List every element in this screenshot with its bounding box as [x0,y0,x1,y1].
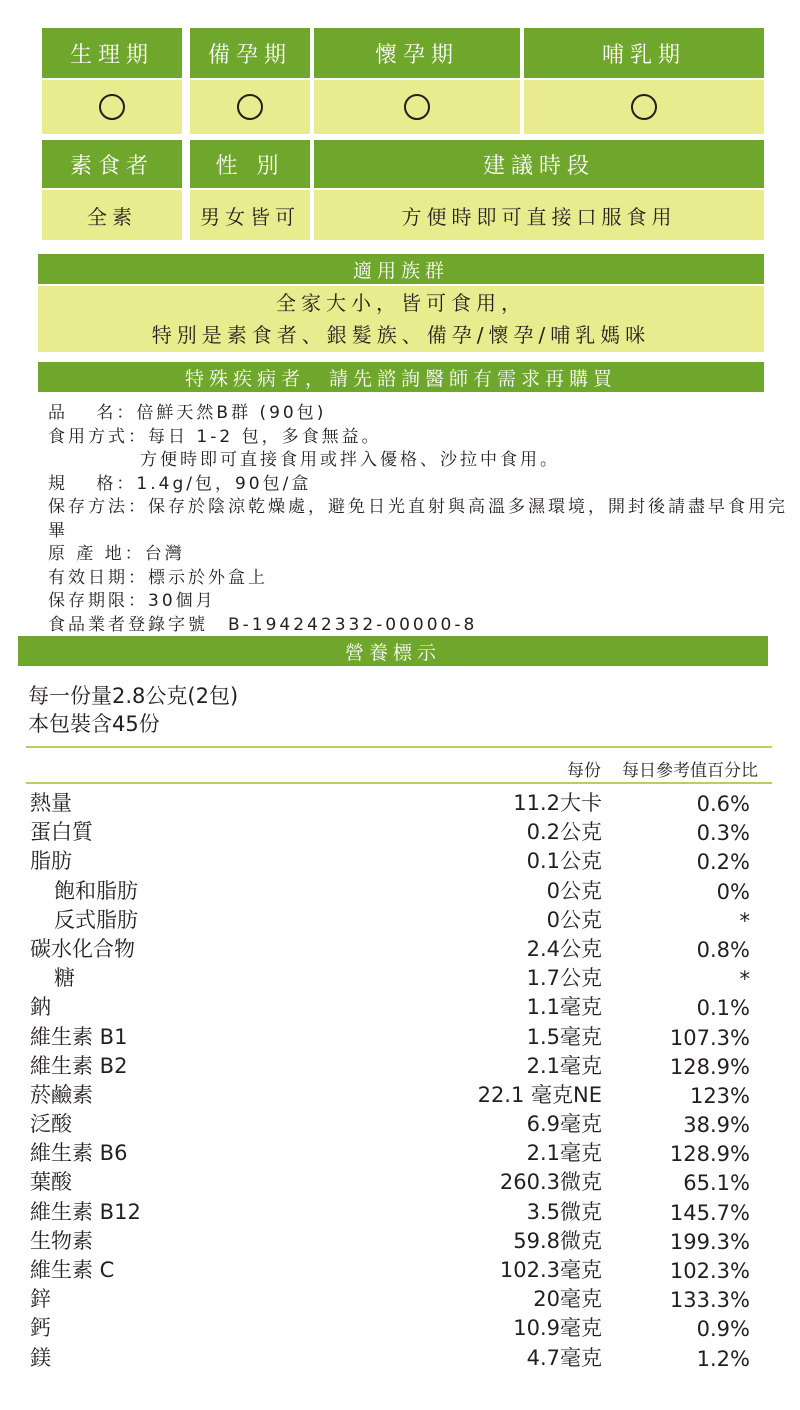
group-line-2: 特別是素食者、銀髮族、備孕/懷孕/哺乳媽咪 [151,323,651,347]
table-row [30,1283,760,1312]
header-menstrual: 生理期 [42,28,182,78]
nutrient-name: 鎂 [30,1345,51,1370]
table-row [30,1021,760,1050]
table-row [30,991,760,1020]
table-row [30,845,760,874]
header-gender: 性 別 [190,140,310,188]
nutrient-name: 鈉 [30,995,51,1020]
circle-mark-icon [404,94,430,120]
nutrient-name: 菸鹼素 [30,1082,93,1107]
nutrient-amount: 22.1 毫克NE [477,1082,602,1107]
circle-mark-icon [237,94,263,120]
nutrient-name: 碳水化合物 [30,936,135,961]
table-row [30,1225,760,1254]
mark-breastfeeding [524,80,764,134]
nutrient-name: 葉酸 [30,1170,72,1195]
value-suggested-time: 方便時即可直接口服食用 [314,190,764,240]
header-vegetarian: 素食者 [42,140,182,188]
serving-size: 每一份量2.8公克(2包) [28,684,239,708]
table-row [30,816,760,845]
nutrient-name: 糖 [54,966,75,991]
table-row [30,875,760,904]
nutrient-amount: 1.5毫克 [526,1024,602,1049]
usage-line-2: 方便時即可直接食用或拌入優格、沙拉中食用。 [140,450,560,470]
nutrient-amount: 59.8微克 [513,1228,602,1253]
product-name: 品 名：倍鮮天然B群 (90包) [48,403,327,423]
specification: 規 格：1.4g/包，90包/盒 [48,473,312,494]
usage-line-1: 食用方式：每日 1-2 包，多食無益。 [48,426,382,447]
nutrient-name: 蛋白質 [30,820,93,845]
nutrient-name: 維生素 B2 [30,1053,128,1078]
table-row [30,1342,760,1371]
mark-pregnancy [314,80,520,134]
nutrient-percent: 0.2% [696,850,750,875]
nutrient-amount: 260.3微克 [499,1170,602,1195]
table-row [30,962,760,991]
shelf-life: 保存期限：30個月 [48,591,216,611]
table-row [30,933,760,962]
nutrient-name: 維生素 B6 [30,1141,128,1166]
servings-per-package: 本包裝含45份 [28,712,160,736]
divider-header [26,782,772,784]
group-description [38,286,764,352]
column-amount-header: 每份 [567,761,601,781]
nutrient-percent: 0.8% [696,937,750,962]
nutrient-amount: 0.1公克 [526,849,602,874]
nutrient-percent: 0.6% [696,792,750,816]
nutrient-name: 熱量 [30,791,72,815]
nutrient-percent: 102.3% [669,1259,750,1283]
nutrient-percent: * [739,967,750,992]
group-line-1: 全家大小，皆可食用， [276,291,526,315]
circle-mark-icon [631,94,657,120]
product-info [48,402,788,637]
circle-mark-icon [99,94,125,120]
nutrient-percent: 65.1% [683,1171,750,1196]
nutrient-name: 鋅 [30,1287,51,1312]
nutrient-amount: 6.9毫克 [526,1112,602,1137]
table-row [30,1050,760,1079]
header-breastfeeding: 哺乳期 [524,28,764,78]
header-suggested-time: 建議時段 [314,140,764,188]
table-row [30,1079,760,1108]
table-row [30,1108,760,1137]
table-row [30,1312,760,1341]
mark-pre-pregnancy [190,80,310,134]
nutrient-amount: 0.2公克 [526,820,602,845]
nutrient-percent: 0.3% [696,821,750,846]
nutrient-amount: 1.1毫克 [526,995,602,1020]
table-row [30,1196,760,1225]
value-vegetarian: 全素 [42,190,182,240]
nutrient-amount: 102.3毫克 [499,1258,602,1282]
column-percent-header: 每日參考值百分比 [622,761,758,781]
nutrient-amount: 4.7毫克 [526,1345,602,1370]
nutrient-amount: 3.5微克 [526,1199,602,1224]
nutrient-percent: 145.7% [669,1200,750,1225]
table-row [30,904,760,933]
nutrient-percent: 199.3% [669,1229,750,1254]
nutrient-percent: 0.1% [696,996,750,1021]
nutrient-amount: 10.9毫克 [513,1316,602,1341]
nutrient-percent: 128.9% [669,1142,750,1167]
expiry-date: 有效日期：標示於外盒上 [48,567,268,588]
nutrient-name: 維生素 B1 [30,1024,128,1049]
nutrient-percent: 107.3% [669,1025,750,1050]
nutrient-percent: 1.2% [696,1346,750,1371]
nutrient-amount: 0公克 [546,907,602,932]
mark-menstrual [42,80,182,134]
value-gender: 男女皆可 [190,190,310,240]
table-row [30,1166,760,1195]
nutrient-amount: 11.2大卡 [513,791,602,815]
divider-top [26,746,772,748]
nutrient-amount: 2.1毫克 [526,1141,602,1166]
nutrition-title-bar: 營養標示 [18,636,768,666]
table-row [30,787,760,816]
nutrient-name: 生物素 [30,1228,93,1253]
nutrient-percent: * [739,908,750,933]
nutrient-name: 維生素 B12 [30,1199,141,1224]
header-pre-pregnancy: 備孕期 [190,28,310,78]
storage-method: 保存方法：保存於陰涼乾燥處，避免日光直射與高溫多濕環境，開封後請盡早食用完畢 [48,497,788,541]
nutrient-amount: 2.4公克 [526,936,602,961]
table-row [30,1254,760,1283]
nutrient-amount: 2.1毫克 [526,1053,602,1078]
table-row [30,1137,760,1166]
nutrient-name: 反式脂肪 [54,907,138,932]
group-title-bar: 適用族群 [38,254,764,284]
nutrient-percent: 123% [689,1083,750,1108]
nutrient-amount: 1.7公克 [526,966,602,991]
nutrient-name: 鈣 [30,1316,51,1341]
origin: 原 產 地：台灣 [48,544,185,564]
nutrient-percent: 133.3% [669,1288,750,1313]
nutrient-percent: 0% [716,879,750,904]
nutrient-amount: 0公克 [546,878,602,903]
nutrient-name: 維生素 C [30,1258,115,1282]
nutrition-table [30,787,760,1371]
nutrient-name: 飽和脂肪 [54,878,138,903]
nutrient-name: 脂肪 [30,849,72,874]
nutrient-name: 泛酸 [30,1112,72,1137]
warning-bar: 特殊疾病者，請先諮詢醫師有需求再購買 [38,362,764,392]
nutrient-percent: 0.9% [696,1317,750,1342]
nutrient-percent: 128.9% [669,1054,750,1079]
registration-number: 食品業者登錄字號 B-194242332-00000-8 [48,614,478,635]
nutrient-percent: 38.9% [683,1113,750,1138]
nutrient-amount: 20毫克 [533,1287,602,1312]
header-pregnancy: 懷孕期 [314,28,520,78]
